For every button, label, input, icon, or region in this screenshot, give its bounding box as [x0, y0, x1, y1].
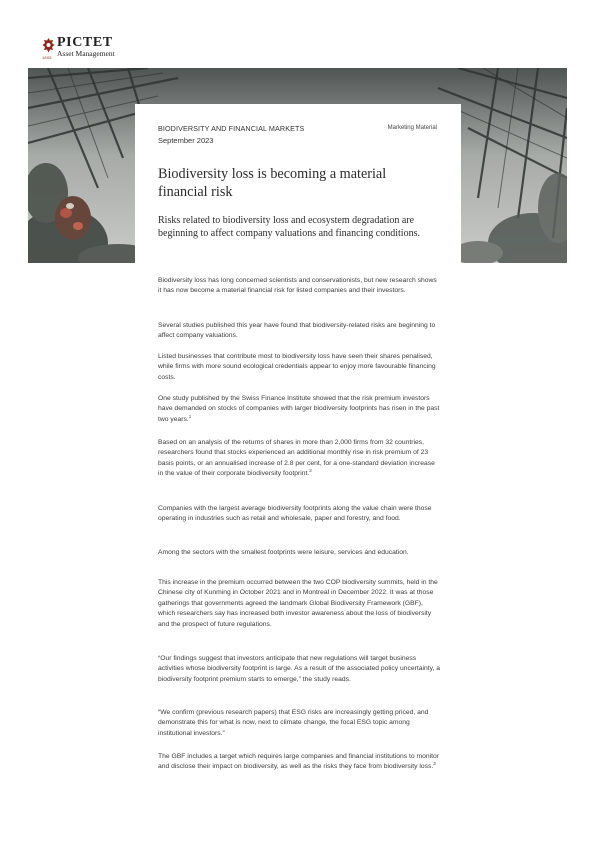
body-paragraph: Companies with the largest average biodiversity footprints along the value chain were those operating in industries such as retail and wholesale, paper and forestry, and food. [158, 505, 432, 523]
pictet-emblem-icon [42, 37, 55, 54]
article-category: BIODIVERSITY AND FINANCIAL MARKETS [158, 124, 305, 133]
article-title: Biodiversity loss is becoming a material financial risk [158, 166, 387, 200]
body-paragraph: This increase in the premium occurred between the two COP biodiversity summits, held in the Chinese city of Kunming in October 2021 and in Montreal in December 2022. It was at those gatherings that governments agreed the landmark Global Biodiversity Framework (GBF), which researchers say has increased both investor awareness about the loss of biodiversity and the prospect of future regulations. [158, 579, 438, 628]
body-paragraph: Biodiversity loss has long concerned scientists and conservationists, but new research shows it has now become a material financial risk for listed companies and their investors. [158, 277, 437, 295]
brand-name: PICTET [57, 35, 113, 50]
body-paragraph: Based on an analysis of the returns of shares in more than 2,000 firms from 32 countries, researchers found that stocks experienced an additional monthly rise in risk premium of 23 basis points, or an annualised increase of 2.8 per cent, for a one-standard deviation increase in the value of their corporate biodiversity footprint.$^2$ [158, 439, 435, 478]
body-paragraph: Listed businesses that contribute most to biodiversity loss have seen their shares penalised, while firms with more sound ecological credentials appear to enjoy more favourable financing costs. [158, 353, 436, 381]
body-paragraph: Several studies published this year have found that biodiversity-related risks are beginning to affect company valuations. [158, 322, 436, 340]
footnote-ref[interactable]: 1 [188, 413, 192, 419]
body-paragraph: “Our findings suggest that investors anticipate that new regulations will target business activities whose biodiversity footprint is large. As a result of the associated policy uncertainty, a biodiversity footprint premium starts to emerge,” the study reads. [158, 655, 441, 683]
pictet-logo[interactable] [42, 37, 152, 61]
brand-subtitle: Asset Management [57, 49, 115, 58]
body-paragraph: “We confirm (previous research papers) that ESG risks are increasingly getting priced, and demonstrate this for what is now, next to climate change, the focal ESG topic among institutional investors.” [158, 709, 429, 737]
article-subtitle: Risks related to biodiversity loss and ecosystem degradation are beginning to affect company valuations and financing conditions. [158, 215, 420, 240]
body-paragraph: Among the sectors with the smallest footprints were leisure, services and education. [158, 549, 409, 556]
marketing-material-label: Marketing Material [387, 125, 437, 131]
logo-year: 1805 [42, 55, 52, 60]
footnote-ref[interactable]: 2 [309, 468, 312, 474]
footnote-ref[interactable]: 3 [433, 761, 436, 767]
publication-date: September 2023 [158, 136, 214, 145]
body-paragraph: The GBF includes a target which requires large companies and financial institutions to monitor and disclose their impact on biodiversity, as well as the risks they face from biodiversity loss.$^3$ [158, 753, 440, 771]
body-paragraph: One study published by the Swiss Finance Institute showed that the risk premium investors have demanded on stocks of companies with larger biodiversity footprints has risen in the past two years.$^1$ [158, 395, 440, 423]
